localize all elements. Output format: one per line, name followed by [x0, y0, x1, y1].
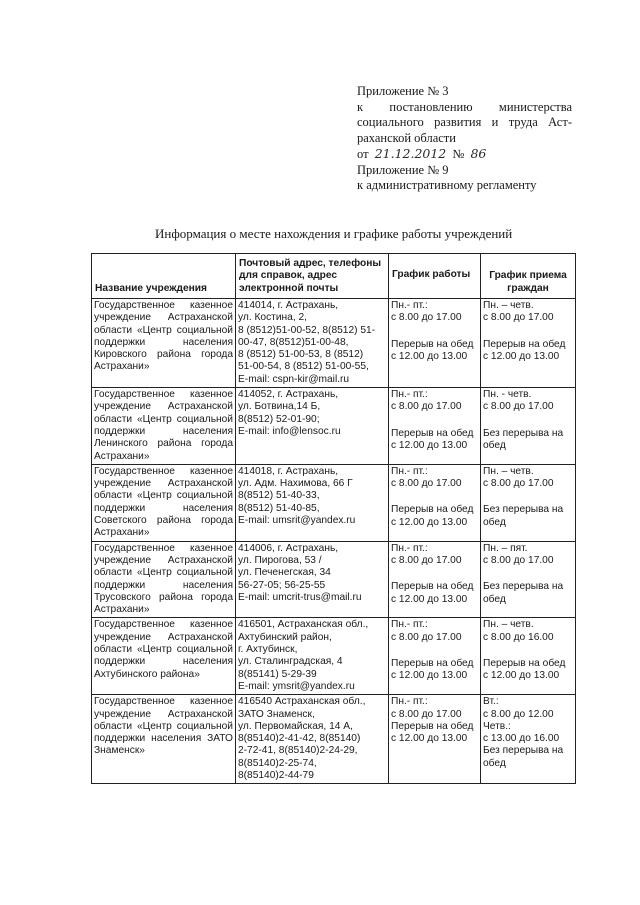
reception-line: Пн. – пят. [483, 542, 528, 554]
address-cell [236, 618, 389, 695]
work-line: с 12.00 до 13.00 [391, 670, 468, 682]
address-line: ул. Сталинградская, 4 [238, 656, 343, 668]
address-line: ул. Первомайская, 14 А, [238, 720, 353, 732]
work-schedule-cell [389, 299, 481, 388]
work-line: с 8.00 до 17.00 [391, 708, 462, 720]
work-line: Пн.- пт.: [391, 542, 428, 554]
address-cell [236, 464, 389, 541]
address-line: 8(8512) 51-40-33, [238, 490, 320, 502]
reception-line: Пн. – четв. [483, 619, 534, 631]
address-cell [236, 299, 389, 388]
reception-line: Перерыв на обед [483, 658, 566, 670]
table-row [92, 388, 576, 465]
line-gap [391, 325, 478, 339]
reception-line: Четв.: [483, 720, 511, 732]
work-line: Перерыв на обед [391, 504, 474, 516]
reception-line: с 8.00 до 17.00 [483, 401, 554, 413]
reception-line: Без перерыва на [483, 504, 564, 516]
reception-line: обед [483, 439, 506, 451]
address-line: E-mail: umcrit-trus@mail.ru [238, 591, 362, 603]
table-row [92, 541, 576, 618]
institution-name: Государственное казенное учреждение Астраханской области «Центр социальной поддержки населения Ленинского района города Астрахани» [92, 388, 236, 465]
line-gap [391, 644, 478, 658]
table-row [92, 299, 576, 388]
work-line: Пн.- пт.: [391, 300, 428, 311]
address-line: Ахтубинский район, [238, 631, 332, 643]
page-title: Информация о месте нахождения и графике работы учреждений [155, 226, 513, 241]
reception-line: с 12.00 до 13.00 [483, 350, 560, 362]
work-line: Пн.- пт.: [391, 619, 428, 631]
line-gap [483, 325, 573, 339]
reception-schedule-cell [481, 618, 576, 695]
work-line: Пн.- пт.: [391, 465, 428, 477]
work-schedule-cell [389, 388, 481, 465]
col-header-name: Название учреждения [92, 254, 236, 299]
reception-line: с 8.00 до 17.00 [483, 554, 554, 566]
reception-schedule-cell [481, 541, 576, 618]
appendix-9: Приложение № 9 [357, 162, 449, 177]
reception-schedule-cell [481, 299, 576, 388]
date-prefix: от [357, 147, 369, 161]
handwritten-date: 21.12.2012 [374, 146, 447, 161]
work-schedule-cell [389, 464, 481, 541]
ministry-line: социального развития и труда Аст- [357, 115, 572, 129]
work-line: с 12.00 до 13.00 [391, 733, 468, 745]
reception-line: с 8.00 до 17.00 [483, 312, 554, 324]
reception-line: Пн. – четв. [483, 465, 534, 477]
work-line: Перерыв на обед [391, 581, 474, 593]
appendix-number: Приложение № 3 [357, 84, 449, 98]
reception-line: обед [483, 757, 506, 769]
institution-name: Государственное казенное учреждение Астраханской области «Центр социальной поддержки населения Трусовского района города Астрахани» [92, 541, 236, 618]
reception-line: обед [483, 516, 506, 528]
institution-name: Государственное казенное учреждение Астраханской области «Центр социальной поддержки населения Советского района города Астрахани» [92, 464, 236, 541]
work-line: с 8.00 до 17.00 [391, 312, 462, 324]
reception-line: Пн. - четв. [483, 389, 532, 401]
work-line: с 8.00 до 17.00 [391, 631, 462, 643]
address-cell [236, 388, 389, 465]
address-line: 8 (8512) 51-00-53, 8 (8512) [238, 349, 364, 361]
work-line: с 12.00 до 13.00 [391, 350, 468, 362]
line-gap [391, 490, 478, 504]
address-line: 8(85140)2-41-42, 8(85140) [238, 733, 361, 745]
work-schedule-cell [389, 541, 481, 618]
address-line: E-mail: ymsrit@yandex.ru [238, 680, 355, 692]
work-schedule-cell [389, 618, 481, 695]
institution-name: Государственное казенное учреждение Астраханской области «Центр социальной поддержки населения Кировского района города Астрахани» [92, 299, 236, 388]
address-line: 416540 Астраханская обл., [238, 696, 366, 708]
address-line: 414014, г. Астрахань, [238, 300, 339, 311]
resolution-ref-line: к постановлению министерства [357, 99, 572, 114]
work-line: Пн.- пт.: [391, 696, 428, 708]
reception-line: с 8.00 до 12.00 [483, 708, 554, 720]
address-line: ул. Пирогова, 53 / [238, 554, 322, 566]
work-line: с 8.00 до 17.00 [391, 554, 462, 566]
line-gap [391, 414, 478, 428]
institution-name: Государственное казенное учреждение Астраханской области «Центр социальной поддержки населения Ахтубинского района» [92, 618, 236, 695]
address-line: 416501, Астраханская обл., [238, 619, 369, 631]
address-line: 8(8512) 52-01-90; [238, 413, 320, 425]
reception-line: с 8.00 до 17.00 [483, 478, 554, 490]
reception-schedule-cell [481, 388, 576, 465]
table-row [92, 464, 576, 541]
reception-line: Вт.: [483, 696, 499, 708]
work-line: Перерыв на обед [391, 720, 474, 732]
address-line: 414052, г. Астрахань, [238, 389, 339, 401]
line-gap [483, 414, 573, 428]
address-line: г. Ахтубинск, [238, 644, 298, 656]
address-line: ул. Костина, 2, [238, 312, 307, 324]
date-number-line [357, 146, 572, 163]
address-line: 8(85141) 5-29-39 [238, 668, 317, 680]
reception-line: Пн. – четв. [483, 300, 534, 311]
region-line: раханской области [357, 130, 456, 145]
reception-line: обед [483, 593, 506, 605]
address-line: 414018, г. Астрахань, [238, 465, 339, 477]
line-gap [483, 490, 573, 504]
address-line: 56-27-05; 56-25-55 [238, 579, 326, 591]
reception-line: Без перерыва на [483, 581, 564, 593]
appendix-header [357, 84, 572, 194]
line-gap [391, 567, 478, 581]
address-line: ул. Ботвина,14 Б, [238, 401, 321, 413]
work-line: Пн.- пт.: [391, 389, 428, 401]
work-line: Перерыв на обед [391, 658, 474, 670]
address-line: E-mail: cspn-kir@mail.ru [238, 373, 350, 385]
address-line: 414006, г. Астрахань, [238, 542, 339, 554]
table-row [92, 618, 576, 695]
work-line: с 12.00 до 13.00 [391, 439, 468, 451]
institution-name: Государственное казенное учреждение Астраханской области «Центр социальной поддержки населения ЗАТО Знаменск» [92, 695, 236, 784]
work-line: с 8.00 до 17.00 [391, 401, 462, 413]
work-line: с 12.00 до 13.00 [391, 516, 468, 528]
work-line: Перерыв на обед [391, 427, 474, 439]
table-header-row [92, 254, 576, 299]
reception-line: Перерыв на обед [483, 338, 566, 350]
work-line: Перерыв на обед [391, 338, 474, 350]
table-row [92, 695, 576, 784]
address-line: 8(8512) 51-40-85, [238, 502, 320, 514]
col-header-work: График работы [389, 254, 481, 299]
address-line: E-mail: info@lensoc.ru [238, 425, 341, 437]
address-line: 51-00-54, 8 (8512) 51-00-55, [238, 361, 369, 373]
number-label: № [452, 147, 465, 161]
address-cell [236, 541, 389, 618]
address-line: E-mail: umsrit@yandex.ru [238, 515, 356, 527]
reception-schedule-cell [481, 695, 576, 784]
address-line: ул. Адм. Нахимова, 66 Г [238, 478, 353, 490]
institutions-table [91, 253, 576, 784]
col-header-reception: График приема граждан [481, 254, 576, 299]
regulation-line: к административному регламенту [357, 178, 537, 192]
reception-line: Без перерыва на [483, 427, 564, 439]
address-line: 8(85140)2-25-74, [238, 757, 317, 769]
address-line: 8 (8512)51-00-52, 8(8512) 51- [238, 324, 376, 336]
work-schedule-cell [389, 695, 481, 784]
address-line: 00-47, 8(8512)51-00-48, [238, 336, 349, 348]
address-line: 8(85140)2-44-79 [238, 769, 314, 781]
line-gap [483, 567, 573, 581]
line-gap [483, 644, 573, 658]
address-line: ЗАТО Знаменск, [238, 708, 315, 720]
handwritten-number: 86 [470, 146, 487, 161]
address-cell [236, 695, 389, 784]
reception-line: с 8.00 до 16.00 [483, 631, 554, 643]
work-line: с 8.00 до 17.00 [391, 478, 462, 490]
reception-line: с 12.00 до 13.00 [483, 670, 560, 682]
reception-schedule-cell [481, 464, 576, 541]
reception-line: с 13.00 до 16.00 [483, 733, 560, 745]
work-line: с 12.00 до 13.00 [391, 593, 468, 605]
reception-line: Без перерыва на [483, 745, 564, 757]
address-line: 2-72-41, 8(85140)2-24-29, [238, 745, 358, 757]
address-line: ул. Печенегская, 34 [238, 567, 331, 579]
col-header-address: Почтовый адрес, телефоны для справок, адрес электронной почты [236, 254, 389, 299]
